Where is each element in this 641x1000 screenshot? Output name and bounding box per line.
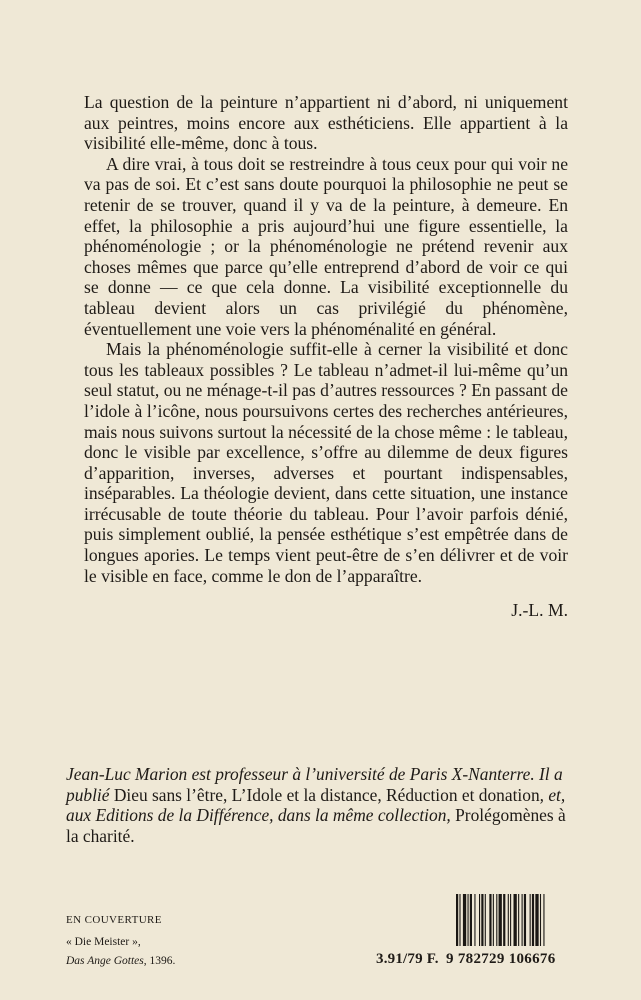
barcode-bar — [459, 894, 460, 946]
book-title: L’Idole et la distance — [231, 784, 378, 805]
barcode-bar — [510, 894, 511, 946]
barcode-bar — [514, 894, 517, 946]
barcode-bar — [530, 894, 531, 946]
barcode-bar — [503, 894, 505, 946]
paragraph: Mais la phénoménologie suffit-elle à cerner la visibilité et donc tous les tableaux possibles ? Le tableau n’admet-il lui-même qu’un seul statut, ou ne ménage-t-il pas d’autres ressources ? En passant de l’idole à l’icône, nous poursuivons certes des recherches antérieures, mais nous suivons surtout la nécessité de la chose même : le tableau, donc le visible par excellence, s’offre au dilemme de deux figures d’apparition, inverses, adverses et pourtant indispensables, inséparables. La théologie devient, dans cette situation, une instance irrécusable de toute théorie du tableau. Pour l’avoir parfois dénié, puis simplement oublié, la pensée esthétique s’est empêtrée dans de longues apories. Le temps vient peut-être de s’en délivrer et de voir le visible en face, comme le don de l’apparaître. — [84, 339, 568, 586]
author-bio — [66, 764, 572, 846]
back-cover-text — [84, 92, 568, 586]
isbn-number: 9 782729 106676 — [446, 951, 556, 967]
barcode — [456, 894, 572, 946]
barcode-bar — [474, 894, 475, 946]
barcode-bar — [470, 894, 472, 946]
price-code: 3.91/79 F. — [376, 951, 439, 967]
cover-artwork-source — [66, 955, 175, 967]
paragraph: A dire vrai, à tous doit se restreindre à tous ceux pour qui voir ne va pas de soi. Et c’est sans doute pourquoi la philosophie ne peut se retenir de se trouver, quand il y va de la peinture, à demeure. En effet, la philosophie a pris aujourd’hui une figure essentielle, la phénoménologie ; or la phénoménologie ne prétend revenir aux choses mêmes que parce qu’elle entreprend d’abord de voir ce qui se donne — ce que cela donne. La visibilité exceptionnelle du tableau devient alors un cas privilégié du phénomène, éventuellement une voie vers la phénoménalité en général. — [84, 153, 568, 339]
book-title: Dieu sans l’être — [113, 784, 223, 805]
cover-artwork-title: « Die Meister », — [66, 936, 141, 948]
barcode-bar — [543, 894, 544, 946]
cover-source-title: Das Ange Gottes — [66, 955, 144, 967]
barcode-bar — [522, 894, 523, 946]
barcode-bar — [485, 894, 486, 946]
barcode-bar — [456, 894, 458, 946]
barcode-bar — [499, 894, 502, 946]
barcode-bar — [524, 894, 526, 946]
paragraph: La question de la peinture n’appartient ni d’abord, ni uniquement aux peintres, moins encore aux esthéticiens. Elle appartient à la visibilité elle-même, donc à tous. — [84, 92, 568, 154]
bio-text: . — [130, 825, 135, 846]
book-title: Réduction et donation — [386, 784, 540, 805]
bio-text: , — [222, 784, 232, 805]
author-initials: J.-L. M. — [511, 600, 568, 620]
barcode-bar — [540, 894, 541, 946]
barcode-bar — [481, 894, 483, 946]
barcode-bar — [479, 894, 480, 946]
barcode-bar — [468, 894, 469, 946]
book-title: Prolégomènes à la charité — [66, 805, 566, 846]
barcode-bar — [489, 894, 491, 946]
barcode-bar — [535, 894, 538, 946]
bio-text: Jean-Luc Marion est professeur à l’université de Paris X-Nanterre. Il a publié — [66, 764, 563, 805]
barcode-bar — [463, 894, 466, 946]
barcode-bar — [518, 894, 519, 946]
bio-text: , et, aux Editions de la Différence, dans la même collection, — [66, 784, 566, 826]
barcode-bar — [532, 894, 534, 946]
barcode-bar — [493, 894, 494, 946]
barcode-bar — [496, 894, 497, 946]
cover-source-year: , 1396. — [143, 955, 176, 967]
cover-label: EN COUVERTURE — [66, 914, 162, 926]
bio-text: , — [377, 784, 387, 805]
barcode-bar — [508, 894, 509, 946]
